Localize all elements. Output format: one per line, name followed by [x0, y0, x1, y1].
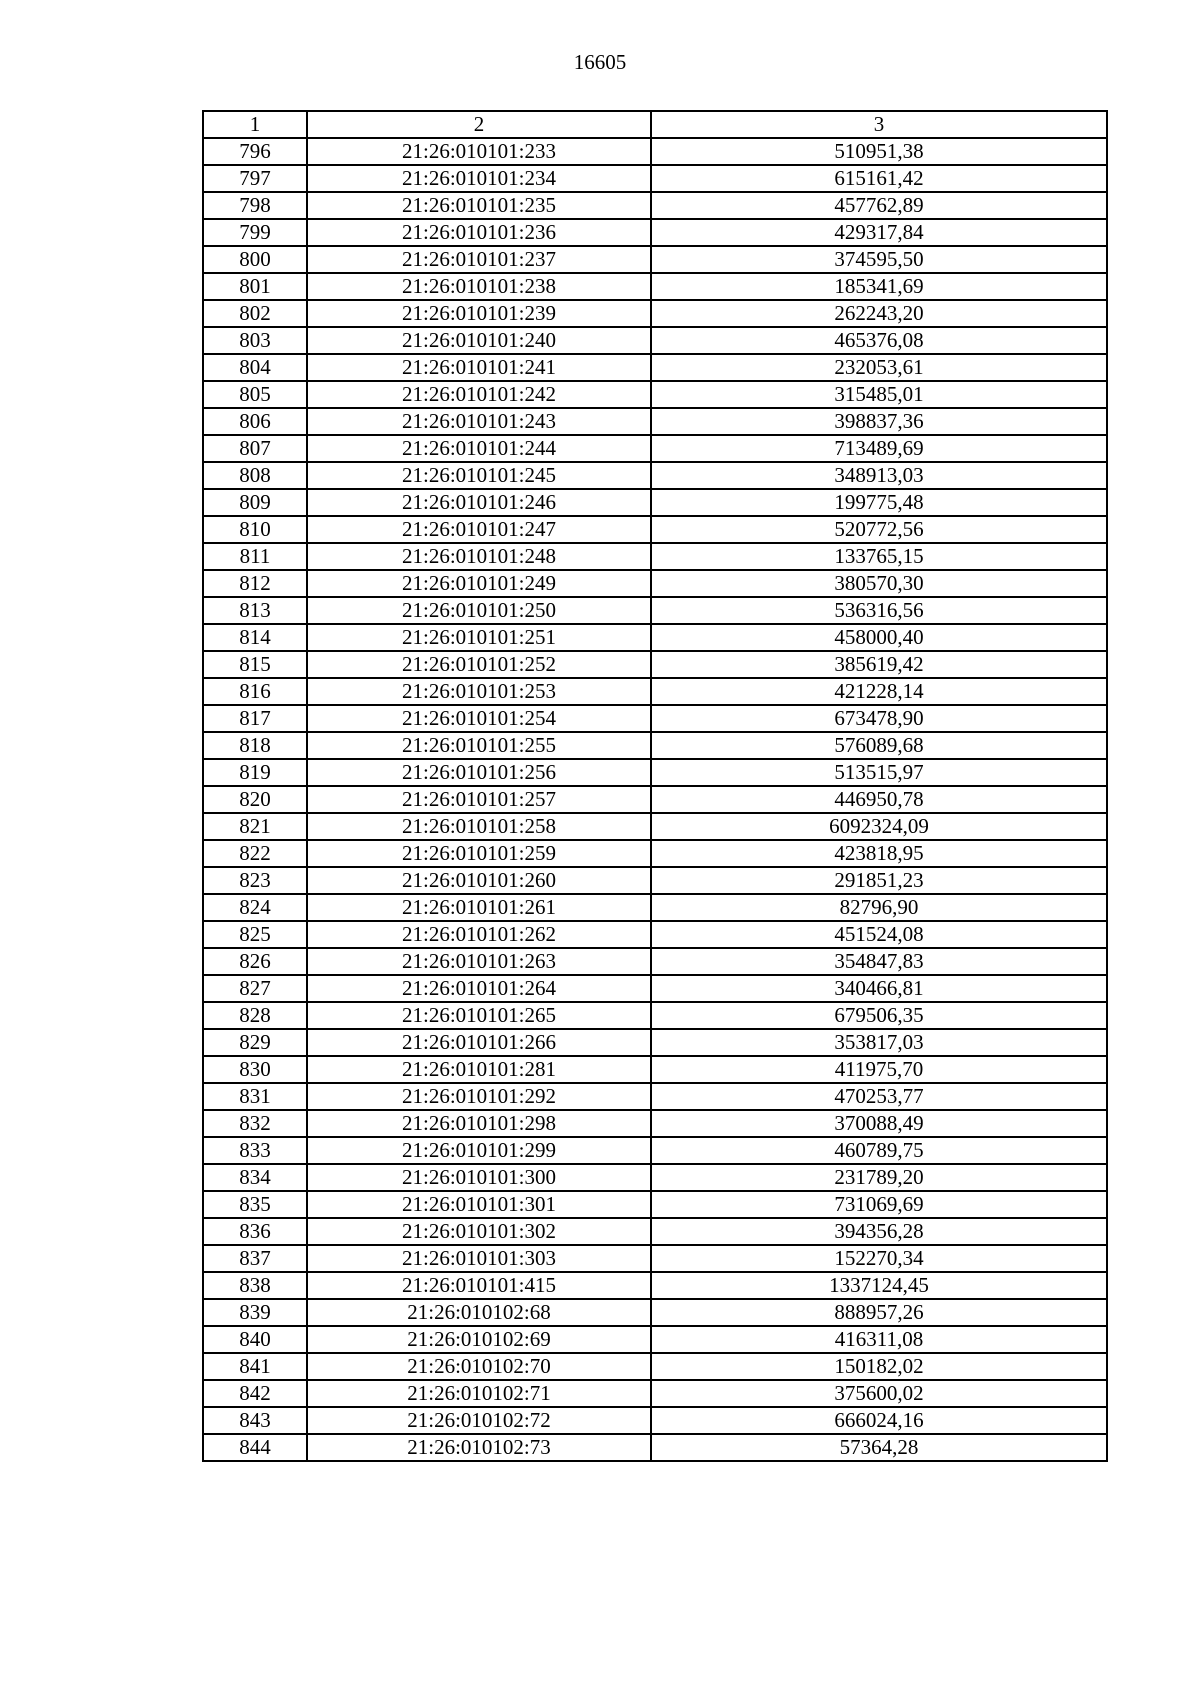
table-row: [203, 1407, 1107, 1434]
cadastral-value-cell: 429317,84: [651, 219, 1107, 246]
cadastral-number-cell: 21:26:010101:298: [307, 1110, 651, 1137]
row-number-cell: 818: [203, 732, 307, 759]
table-row: [203, 273, 1107, 300]
cadastral-value-cell: 460789,75: [651, 1137, 1107, 1164]
column-header-1: 1: [203, 111, 307, 138]
cadastral-number-cell: 21:26:010101:245: [307, 462, 651, 489]
row-number-cell: 809: [203, 489, 307, 516]
cadastral-number-cell: 21:26:010101:254: [307, 705, 651, 732]
cadastral-value-cell: 421228,14: [651, 678, 1107, 705]
cadastral-value-cell: 82796,90: [651, 894, 1107, 921]
cadastral-value-cell: 470253,77: [651, 1083, 1107, 1110]
table-row: [203, 759, 1107, 786]
cadastral-value-cell: 232053,61: [651, 354, 1107, 381]
cadastral-number-cell: 21:26:010101:292: [307, 1083, 651, 1110]
row-number-cell: 827: [203, 975, 307, 1002]
table-row: [203, 138, 1107, 165]
cadastral-number-cell: 21:26:010101:242: [307, 381, 651, 408]
cadastral-number-cell: 21:26:010102:69: [307, 1326, 651, 1353]
table-row: [203, 1353, 1107, 1380]
cadastral-value-cell: 185341,69: [651, 273, 1107, 300]
cadastral-value-cell: 291851,23: [651, 867, 1107, 894]
cadastral-value-cell: 888957,26: [651, 1299, 1107, 1326]
cadastral-value-cell: 520772,56: [651, 516, 1107, 543]
table-row: [203, 1326, 1107, 1353]
row-number-cell: 830: [203, 1056, 307, 1083]
row-number-cell: 831: [203, 1083, 307, 1110]
cadastral-number-cell: 21:26:010101:239: [307, 300, 651, 327]
cadastral-value-cell: 423818,95: [651, 840, 1107, 867]
row-number-cell: 826: [203, 948, 307, 975]
table-row: [203, 1272, 1107, 1299]
cadastral-number-cell: 21:26:010101:302: [307, 1218, 651, 1245]
cadastral-number-cell: 21:26:010101:257: [307, 786, 651, 813]
row-number-cell: 843: [203, 1407, 307, 1434]
cadastral-value-cell: 231789,20: [651, 1164, 1107, 1191]
row-number-cell: 816: [203, 678, 307, 705]
table-row: [203, 786, 1107, 813]
cadastral-number-cell: 21:26:010101:281: [307, 1056, 651, 1083]
cadastral-number-cell: 21:26:010102:73: [307, 1434, 651, 1461]
table-row: [203, 1002, 1107, 1029]
table-row: [203, 840, 1107, 867]
cadastral-number-cell: 21:26:010102:71: [307, 1380, 651, 1407]
row-number-cell: 840: [203, 1326, 307, 1353]
table-row: [203, 1191, 1107, 1218]
table-row: [203, 327, 1107, 354]
row-number-cell: 803: [203, 327, 307, 354]
cadastral-number-cell: 21:26:010101:237: [307, 246, 651, 273]
cadastral-number-cell: 21:26:010101:301: [307, 1191, 651, 1218]
page-number: 16605: [573, 50, 627, 74]
cadastral-value-cell: 1337124,45: [651, 1272, 1107, 1299]
cadastral-value-cell: 679506,35: [651, 1002, 1107, 1029]
cadastral-value-table: [202, 110, 1108, 1462]
table-row: [203, 705, 1107, 732]
row-number-cell: 821: [203, 813, 307, 840]
row-number-cell: 823: [203, 867, 307, 894]
row-number-cell: 812: [203, 570, 307, 597]
cadastral-value-cell: 315485,01: [651, 381, 1107, 408]
table-row: [203, 570, 1107, 597]
cadastral-number-cell: 21:26:010101:235: [307, 192, 651, 219]
cadastral-number-cell: 21:26:010101:260: [307, 867, 651, 894]
table-row: [203, 408, 1107, 435]
cadastral-value-cell: 446950,78: [651, 786, 1107, 813]
cadastral-value-cell: 458000,40: [651, 624, 1107, 651]
row-number-cell: 817: [203, 705, 307, 732]
cadastral-number-cell: 21:26:010102:68: [307, 1299, 651, 1326]
table-header-row: [203, 111, 1107, 138]
row-number-cell: 807: [203, 435, 307, 462]
cadastral-value-cell: 262243,20: [651, 300, 1107, 327]
cadastral-value-cell: 536316,56: [651, 597, 1107, 624]
cadastral-value-cell: 340466,81: [651, 975, 1107, 1002]
cadastral-number-cell: 21:26:010101:246: [307, 489, 651, 516]
cadastral-value-cell: 57364,28: [651, 1434, 1107, 1461]
row-number-cell: 805: [203, 381, 307, 408]
row-number-cell: 824: [203, 894, 307, 921]
cadastral-number-cell: 21:26:010102:72: [307, 1407, 651, 1434]
cadastral-value-cell: 411975,70: [651, 1056, 1107, 1083]
cadastral-value-cell: 416311,08: [651, 1326, 1107, 1353]
row-number-cell: 797: [203, 165, 307, 192]
cadastral-value-cell: 380570,30: [651, 570, 1107, 597]
table-row: [203, 381, 1107, 408]
row-number-cell: 806: [203, 408, 307, 435]
cadastral-number-cell: 21:26:010101:253: [307, 678, 651, 705]
cadastral-number-cell: 21:26:010101:247: [307, 516, 651, 543]
table-row: [203, 1056, 1107, 1083]
row-number-cell: 833: [203, 1137, 307, 1164]
table-row: [203, 597, 1107, 624]
table-row: [203, 462, 1107, 489]
table-row: [203, 192, 1107, 219]
table-row: [203, 1434, 1107, 1461]
row-number-cell: 835: [203, 1191, 307, 1218]
table-row: [203, 813, 1107, 840]
cadastral-value-cell: 6092324,09: [651, 813, 1107, 840]
table-row: [203, 894, 1107, 921]
cadastral-value-cell: 370088,49: [651, 1110, 1107, 1137]
cadastral-number-cell: 21:26:010101:261: [307, 894, 651, 921]
row-number-cell: 811: [203, 543, 307, 570]
table-row: [203, 651, 1107, 678]
cadastral-value-cell: 666024,16: [651, 1407, 1107, 1434]
table-row: [203, 921, 1107, 948]
table-row: [203, 1380, 1107, 1407]
row-number-cell: 810: [203, 516, 307, 543]
cadastral-value-cell: 385619,42: [651, 651, 1107, 678]
cadastral-number-cell: 21:26:010101:251: [307, 624, 651, 651]
cadastral-value-cell: 354847,83: [651, 948, 1107, 975]
cadastral-number-cell: 21:26:010101:244: [307, 435, 651, 462]
row-number-cell: 828: [203, 1002, 307, 1029]
cadastral-number-cell: 21:26:010101:248: [307, 543, 651, 570]
row-number-cell: 802: [203, 300, 307, 327]
cadastral-number-cell: 21:26:010101:263: [307, 948, 651, 975]
cadastral-number-cell: 21:26:010101:264: [307, 975, 651, 1002]
cadastral-number-cell: 21:26:010101:233: [307, 138, 651, 165]
cadastral-number-cell: 21:26:010101:303: [307, 1245, 651, 1272]
cadastral-value-cell: 451524,08: [651, 921, 1107, 948]
cadastral-number-cell: 21:26:010101:240: [307, 327, 651, 354]
cadastral-value-cell: 713489,69: [651, 435, 1107, 462]
cadastral-value-cell: 199775,48: [651, 489, 1107, 516]
table-row: [203, 1110, 1107, 1137]
table-row: [203, 543, 1107, 570]
row-number-cell: 808: [203, 462, 307, 489]
table-row: [203, 246, 1107, 273]
table-row: [203, 165, 1107, 192]
cadastral-number-cell: 21:26:010101:252: [307, 651, 651, 678]
cadastral-number-cell: 21:26:010101:241: [307, 354, 651, 381]
table-row: [203, 1218, 1107, 1245]
table-row: [203, 867, 1107, 894]
row-number-cell: 798: [203, 192, 307, 219]
table-row: [203, 1137, 1107, 1164]
cadastral-value-cell: 465376,08: [651, 327, 1107, 354]
cadastral-number-cell: 21:26:010101:259: [307, 840, 651, 867]
cadastral-value-cell: 673478,90: [651, 705, 1107, 732]
cadastral-value-cell: 576089,68: [651, 732, 1107, 759]
cadastral-value-cell: 133765,15: [651, 543, 1107, 570]
cadastral-number-cell: 21:26:010101:265: [307, 1002, 651, 1029]
table-row: [203, 678, 1107, 705]
cadastral-value-cell: 394356,28: [651, 1218, 1107, 1245]
cadastral-value-cell: 615161,42: [651, 165, 1107, 192]
row-number-cell: 844: [203, 1434, 307, 1461]
cadastral-value-cell: 731069,69: [651, 1191, 1107, 1218]
row-number-cell: 801: [203, 273, 307, 300]
cadastral-value-cell: 374595,50: [651, 246, 1107, 273]
cadastral-value-cell: 510951,38: [651, 138, 1107, 165]
row-number-cell: 841: [203, 1353, 307, 1380]
row-number-cell: 838: [203, 1272, 307, 1299]
table-row: [203, 435, 1107, 462]
row-number-cell: 804: [203, 354, 307, 381]
cadastral-number-cell: 21:26:010101:256: [307, 759, 651, 786]
cadastral-number-cell: 21:26:010101:250: [307, 597, 651, 624]
cadastral-value-cell: 353817,03: [651, 1029, 1107, 1056]
cadastral-number-cell: 21:26:010101:255: [307, 732, 651, 759]
row-number-cell: 813: [203, 597, 307, 624]
table-row: [203, 1164, 1107, 1191]
row-number-cell: 819: [203, 759, 307, 786]
row-number-cell: 799: [203, 219, 307, 246]
row-number-cell: 820: [203, 786, 307, 813]
row-number-cell: 832: [203, 1110, 307, 1137]
row-number-cell: 834: [203, 1164, 307, 1191]
cadastral-number-cell: 21:26:010101:262: [307, 921, 651, 948]
table-row: [203, 219, 1107, 246]
cadastral-number-cell: 21:26:010101:243: [307, 408, 651, 435]
row-number-cell: 815: [203, 651, 307, 678]
row-number-cell: 829: [203, 1029, 307, 1056]
table-row: [203, 732, 1107, 759]
cadastral-value-cell: 150182,02: [651, 1353, 1107, 1380]
table-row: [203, 489, 1107, 516]
cadastral-value-cell: 152270,34: [651, 1245, 1107, 1272]
table-row: [203, 948, 1107, 975]
row-number-cell: 825: [203, 921, 307, 948]
row-number-cell: 837: [203, 1245, 307, 1272]
table-row: [203, 1299, 1107, 1326]
cadastral-value-cell: 513515,97: [651, 759, 1107, 786]
cadastral-number-cell: 21:26:010101:300: [307, 1164, 651, 1191]
table-body: [203, 138, 1107, 1461]
table-row: [203, 354, 1107, 381]
cadastral-number-cell: 21:26:010101:415: [307, 1272, 651, 1299]
cadastral-value-cell: 348913,03: [651, 462, 1107, 489]
row-number-cell: 800: [203, 246, 307, 273]
table-row: [203, 516, 1107, 543]
cadastral-number-cell: 21:26:010101:249: [307, 570, 651, 597]
table-row: [203, 1245, 1107, 1272]
cadastral-value-cell: 375600,02: [651, 1380, 1107, 1407]
cadastral-number-cell: 21:26:010101:236: [307, 219, 651, 246]
row-number-cell: 839: [203, 1299, 307, 1326]
row-number-cell: 814: [203, 624, 307, 651]
row-number-cell: 822: [203, 840, 307, 867]
table-row: [203, 624, 1107, 651]
table-row: [203, 300, 1107, 327]
column-header-2: 2: [307, 111, 651, 138]
table-row: [203, 1029, 1107, 1056]
row-number-cell: 836: [203, 1218, 307, 1245]
row-number-cell: 796: [203, 138, 307, 165]
cadastral-value-cell: 457762,89: [651, 192, 1107, 219]
cadastral-number-cell: 21:26:010101:266: [307, 1029, 651, 1056]
cadastral-number-cell: 21:26:010101:299: [307, 1137, 651, 1164]
cadastral-number-cell: 21:26:010101:238: [307, 273, 651, 300]
cadastral-number-cell: 21:26:010102:70: [307, 1353, 651, 1380]
table-row: [203, 975, 1107, 1002]
cadastral-number-cell: 21:26:010101:258: [307, 813, 651, 840]
table-row: [203, 1083, 1107, 1110]
column-header-3: 3: [651, 111, 1107, 138]
cadastral-value-cell: 398837,36: [651, 408, 1107, 435]
cadastral-number-cell: 21:26:010101:234: [307, 165, 651, 192]
row-number-cell: 842: [203, 1380, 307, 1407]
